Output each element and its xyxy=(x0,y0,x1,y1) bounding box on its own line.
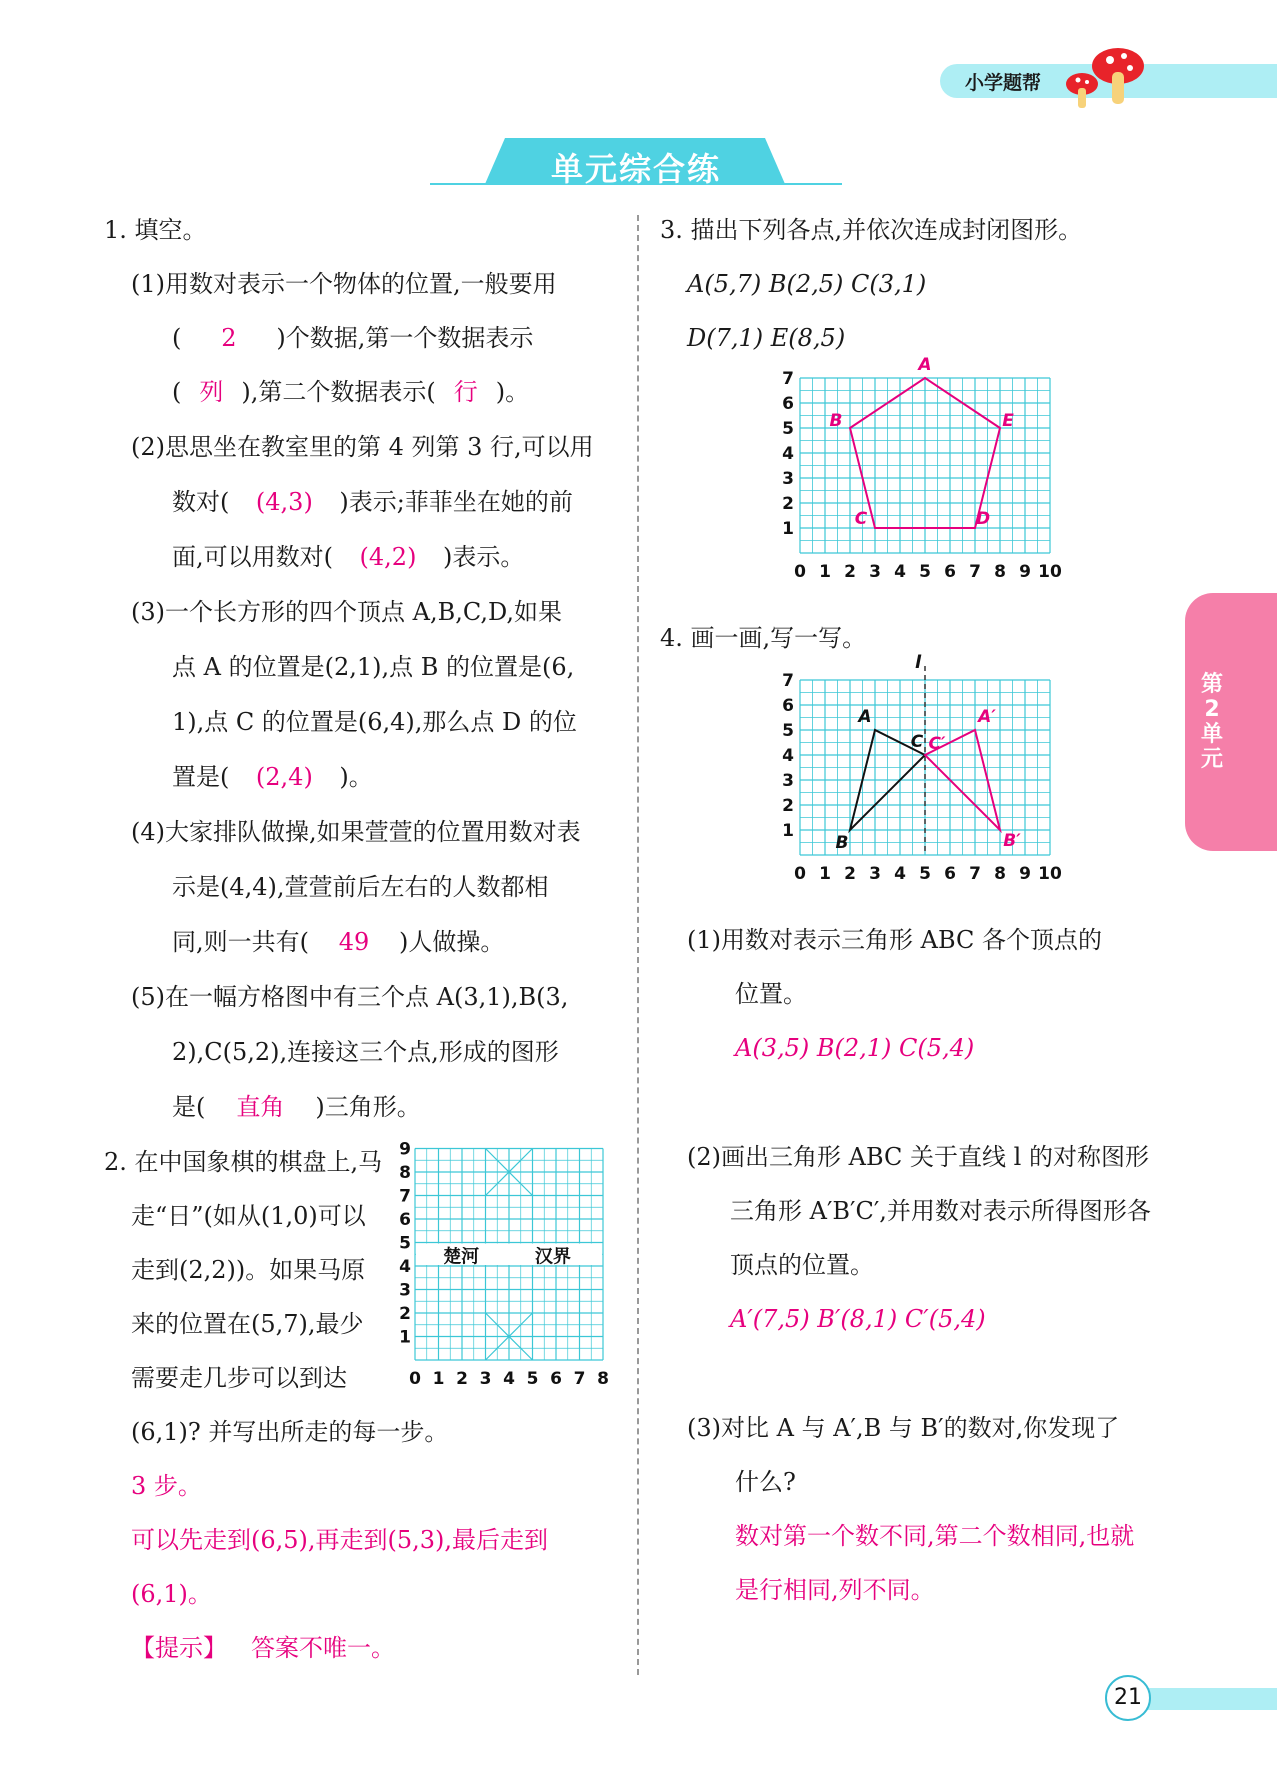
y-tick-label: 3 xyxy=(782,469,794,489)
x-tick-label: 2 xyxy=(456,1369,468,1389)
q1-5-line1: (5)在一幅方格图中有三个点 A(3,1),B(3, xyxy=(131,983,569,1011)
y-tick-label: 7 xyxy=(782,671,794,691)
q2-answer-steps: 3 步。 xyxy=(131,1472,202,1500)
y-tick-label: 2 xyxy=(782,796,794,816)
point-label: A′ xyxy=(978,707,996,727)
x-tick-label: 3 xyxy=(479,1369,492,1389)
q4-3-line2: 什么? xyxy=(735,1468,796,1496)
x-tick-label: 10 xyxy=(1038,562,1062,582)
q1-2-line1: (2)思思坐在教室里的第 4 列第 3 行,可以用 xyxy=(131,433,594,461)
title-wrap xyxy=(430,134,842,188)
q1-5-line3: 是( 直角 )三角形。 xyxy=(172,1093,421,1121)
x-tick-label: 4 xyxy=(894,562,906,582)
q4-2-answer: A′(7,5) B′(8,1) C′(5,4) xyxy=(730,1305,986,1333)
x-tick-label: 10 xyxy=(1038,864,1062,884)
river-label-right: 汉界 xyxy=(534,1246,571,1268)
x-tick-label: 8 xyxy=(994,864,1006,884)
y-tick-label: 1 xyxy=(782,821,794,841)
q1-4-line2: 示是(4,4),萱萱前后左右的人数都相 xyxy=(172,873,549,901)
y-tick-label: 5 xyxy=(782,721,794,741)
river-label-left: 楚河 xyxy=(443,1246,480,1268)
point-label: A xyxy=(858,707,872,727)
x-tick-label: 6 xyxy=(550,1369,562,1389)
x-tick-label: 3 xyxy=(869,562,881,582)
x-tick-label: 6 xyxy=(944,864,956,884)
y-tick-label: 6 xyxy=(782,696,794,716)
q1-4-line3: 同,则一共有( 49 )人做操。 xyxy=(172,928,505,956)
q2-line5: 需要走几步可以到达 xyxy=(131,1364,347,1392)
y-tick-label: 2 xyxy=(782,494,794,514)
y-tick-label: 1 xyxy=(399,1327,411,1348)
q2-line6: (6,1)? 并写出所走的每一步。 xyxy=(131,1418,449,1446)
answer-blank: (4,3) xyxy=(255,488,313,516)
column-divider xyxy=(637,215,639,1675)
symmetry-line-label: l xyxy=(915,652,922,673)
x-tick-label: 6 xyxy=(944,562,956,582)
y-tick-label: 3 xyxy=(782,771,794,791)
q1-3-line4: 置是( (2,4) )。 xyxy=(172,763,373,791)
q4-2-line1: (2)画出三角形 ABC 关于直线 l 的对称图形 xyxy=(687,1143,1149,1171)
q2-line3: 走到(2,2))。如果马原 xyxy=(131,1256,366,1284)
y-tick-label: 6 xyxy=(399,1210,411,1230)
y-tick-label: 1 xyxy=(782,519,794,539)
q3-points-line1: A(5,7) B(2,5) C(3,1) xyxy=(687,270,927,298)
x-tick-label: 8 xyxy=(597,1369,609,1389)
q2-answer-path: 可以先走到(6,5),再走到(5,3),最后走到 xyxy=(131,1526,549,1554)
point-label: C xyxy=(910,732,924,752)
q1-5-line2: 2),C(5,2),连接这三个点,形成的图形 xyxy=(172,1038,559,1066)
y-tick-label: 9 xyxy=(399,1139,411,1160)
x-tick-label: 5 xyxy=(919,562,931,582)
page-number-bar xyxy=(1140,1688,1277,1710)
answer-blank: 行 xyxy=(453,378,478,406)
x-tick-label: 1 xyxy=(819,562,831,582)
q2-line1: 2. 在中国象棋的棋盘上,马 xyxy=(104,1148,383,1176)
x-tick-label: 0 xyxy=(409,1369,421,1389)
x-tick-label: 9 xyxy=(1019,864,1031,884)
q1-1-line3: ( 列 ),第二个数据表示( 行 )。 xyxy=(172,378,530,406)
y-tick-label: 5 xyxy=(399,1233,411,1254)
y-tick-label: 4 xyxy=(399,1257,411,1277)
q1-1-line2: ( 2 )个数据,第一个数据表示 xyxy=(172,324,534,352)
q2-line4: 来的位置在(5,7),最少 xyxy=(131,1310,364,1338)
q4-3-answer1: 数对第一个数不同,第二个数相同,也就 xyxy=(735,1522,1135,1550)
answer-blank: 2 xyxy=(221,324,237,352)
q1-4-line1: (4)大家排队做操,如果萱萱的位置用数对表 xyxy=(131,818,581,846)
y-tick-label: 7 xyxy=(399,1186,411,1207)
y-tick-label: 6 xyxy=(782,394,794,414)
symmetry-grid-chart xyxy=(770,652,1070,906)
x-tick-label: 9 xyxy=(1019,562,1031,582)
q4-3-line1: (3)对比 A 与 A′,B 与 B′的数对,你发现了 xyxy=(687,1414,1120,1442)
x-tick-label: 8 xyxy=(994,562,1006,582)
y-tick-label: 4 xyxy=(782,746,794,766)
x-tick-label: 3 xyxy=(869,864,881,884)
q1-3-line1: (3)一个长方形的四个顶点 A,B,C,D,如果 xyxy=(131,598,563,626)
answer-blank: 列 xyxy=(199,378,224,406)
page-title: 单元综合练 xyxy=(550,150,721,188)
q1-2-line2: 数对( (4,3) )表示;菲菲坐在她的前 xyxy=(172,488,573,516)
q1-heading: 1. 填空。 xyxy=(104,216,207,244)
x-tick-label: 4 xyxy=(503,1369,515,1389)
y-tick-label: 8 xyxy=(399,1163,411,1183)
q4-2-line3: 顶点的位置。 xyxy=(730,1251,874,1279)
point-label: B xyxy=(835,833,849,853)
x-tick-label: 5 xyxy=(919,864,931,884)
x-tick-label: 2 xyxy=(844,864,856,884)
y-tick-label: 5 xyxy=(782,419,794,439)
q2-answer-end: (6,1)。 xyxy=(131,1580,212,1608)
q1-1-line1: (1)用数对表示一个物体的位置,一般要用 xyxy=(131,270,557,298)
x-tick-label: 7 xyxy=(573,1369,586,1389)
x-tick-label: 4 xyxy=(894,864,906,884)
point-label: C xyxy=(854,509,868,529)
q3-heading: 3. 描出下列各点,并依次连成封闭图形。 xyxy=(660,216,1083,244)
chess-board xyxy=(395,1140,625,1400)
q4-1-answer: A(3,5) B(2,1) C(5,4) xyxy=(735,1034,975,1062)
answer-blank: 49 xyxy=(338,928,370,956)
q2-tip: 【提示】 答案不唯一。 xyxy=(131,1634,395,1662)
q2-line2: 走“日”(如从(1,0)可以 xyxy=(131,1202,366,1230)
q1-3-line3: 1),点 C 的位置是(6,4),那么点 D 的位 xyxy=(172,708,577,736)
x-tick-label: 2 xyxy=(844,562,856,582)
unit-tab-label: 第 2 单 元 xyxy=(1200,672,1223,772)
q4-1-line1: (1)用数对表示三角形 ABC 各个顶点的 xyxy=(687,926,1103,954)
point-label: B′ xyxy=(1003,831,1021,851)
x-tick-label: 1 xyxy=(432,1369,445,1389)
q4-2-line2: 三角形 A′B′C′,并用数对表示所得图形各 xyxy=(730,1197,1151,1225)
x-tick-label: 7 xyxy=(969,864,981,884)
y-tick-label: 3 xyxy=(399,1280,411,1301)
y-tick-label: 7 xyxy=(782,369,794,389)
x-tick-label: 7 xyxy=(969,562,981,582)
q4-3-answer2: 是行相同,列不同。 xyxy=(735,1576,935,1604)
x-tick-label: 0 xyxy=(794,562,806,582)
point-label: A xyxy=(918,355,932,375)
q4-1-line2: 位置。 xyxy=(735,980,807,1008)
page-number: 21 xyxy=(1105,1675,1151,1721)
q1-3-line2: 点 A 的位置是(2,1),点 B 的位置是(6, xyxy=(172,653,575,681)
answer-blank: (4,2) xyxy=(359,543,417,571)
point-label: C′ xyxy=(928,734,946,754)
point-label: B xyxy=(829,411,843,431)
q4-heading: 4. 画一画,写一写。 xyxy=(660,624,867,652)
point-label: D xyxy=(975,509,991,529)
answer-blank: (2,4) xyxy=(255,763,313,791)
x-tick-label: 0 xyxy=(794,864,806,884)
x-tick-label: 5 xyxy=(526,1369,539,1389)
answer-blank: 直角 xyxy=(236,1093,285,1121)
mushroom-icon xyxy=(1060,44,1150,114)
y-tick-label: 2 xyxy=(399,1304,411,1324)
brand-name: 小学题帮 xyxy=(965,72,1042,94)
q3-points-line2: D(7,1) E(8,5) xyxy=(687,324,846,352)
pentagon-grid-chart xyxy=(770,355,1070,603)
x-tick-label: 1 xyxy=(819,864,831,884)
y-tick-label: 4 xyxy=(782,444,794,464)
q1-2-line3: 面,可以用数对( (4,2) )表示。 xyxy=(172,543,525,571)
point-label: E xyxy=(1002,411,1014,431)
